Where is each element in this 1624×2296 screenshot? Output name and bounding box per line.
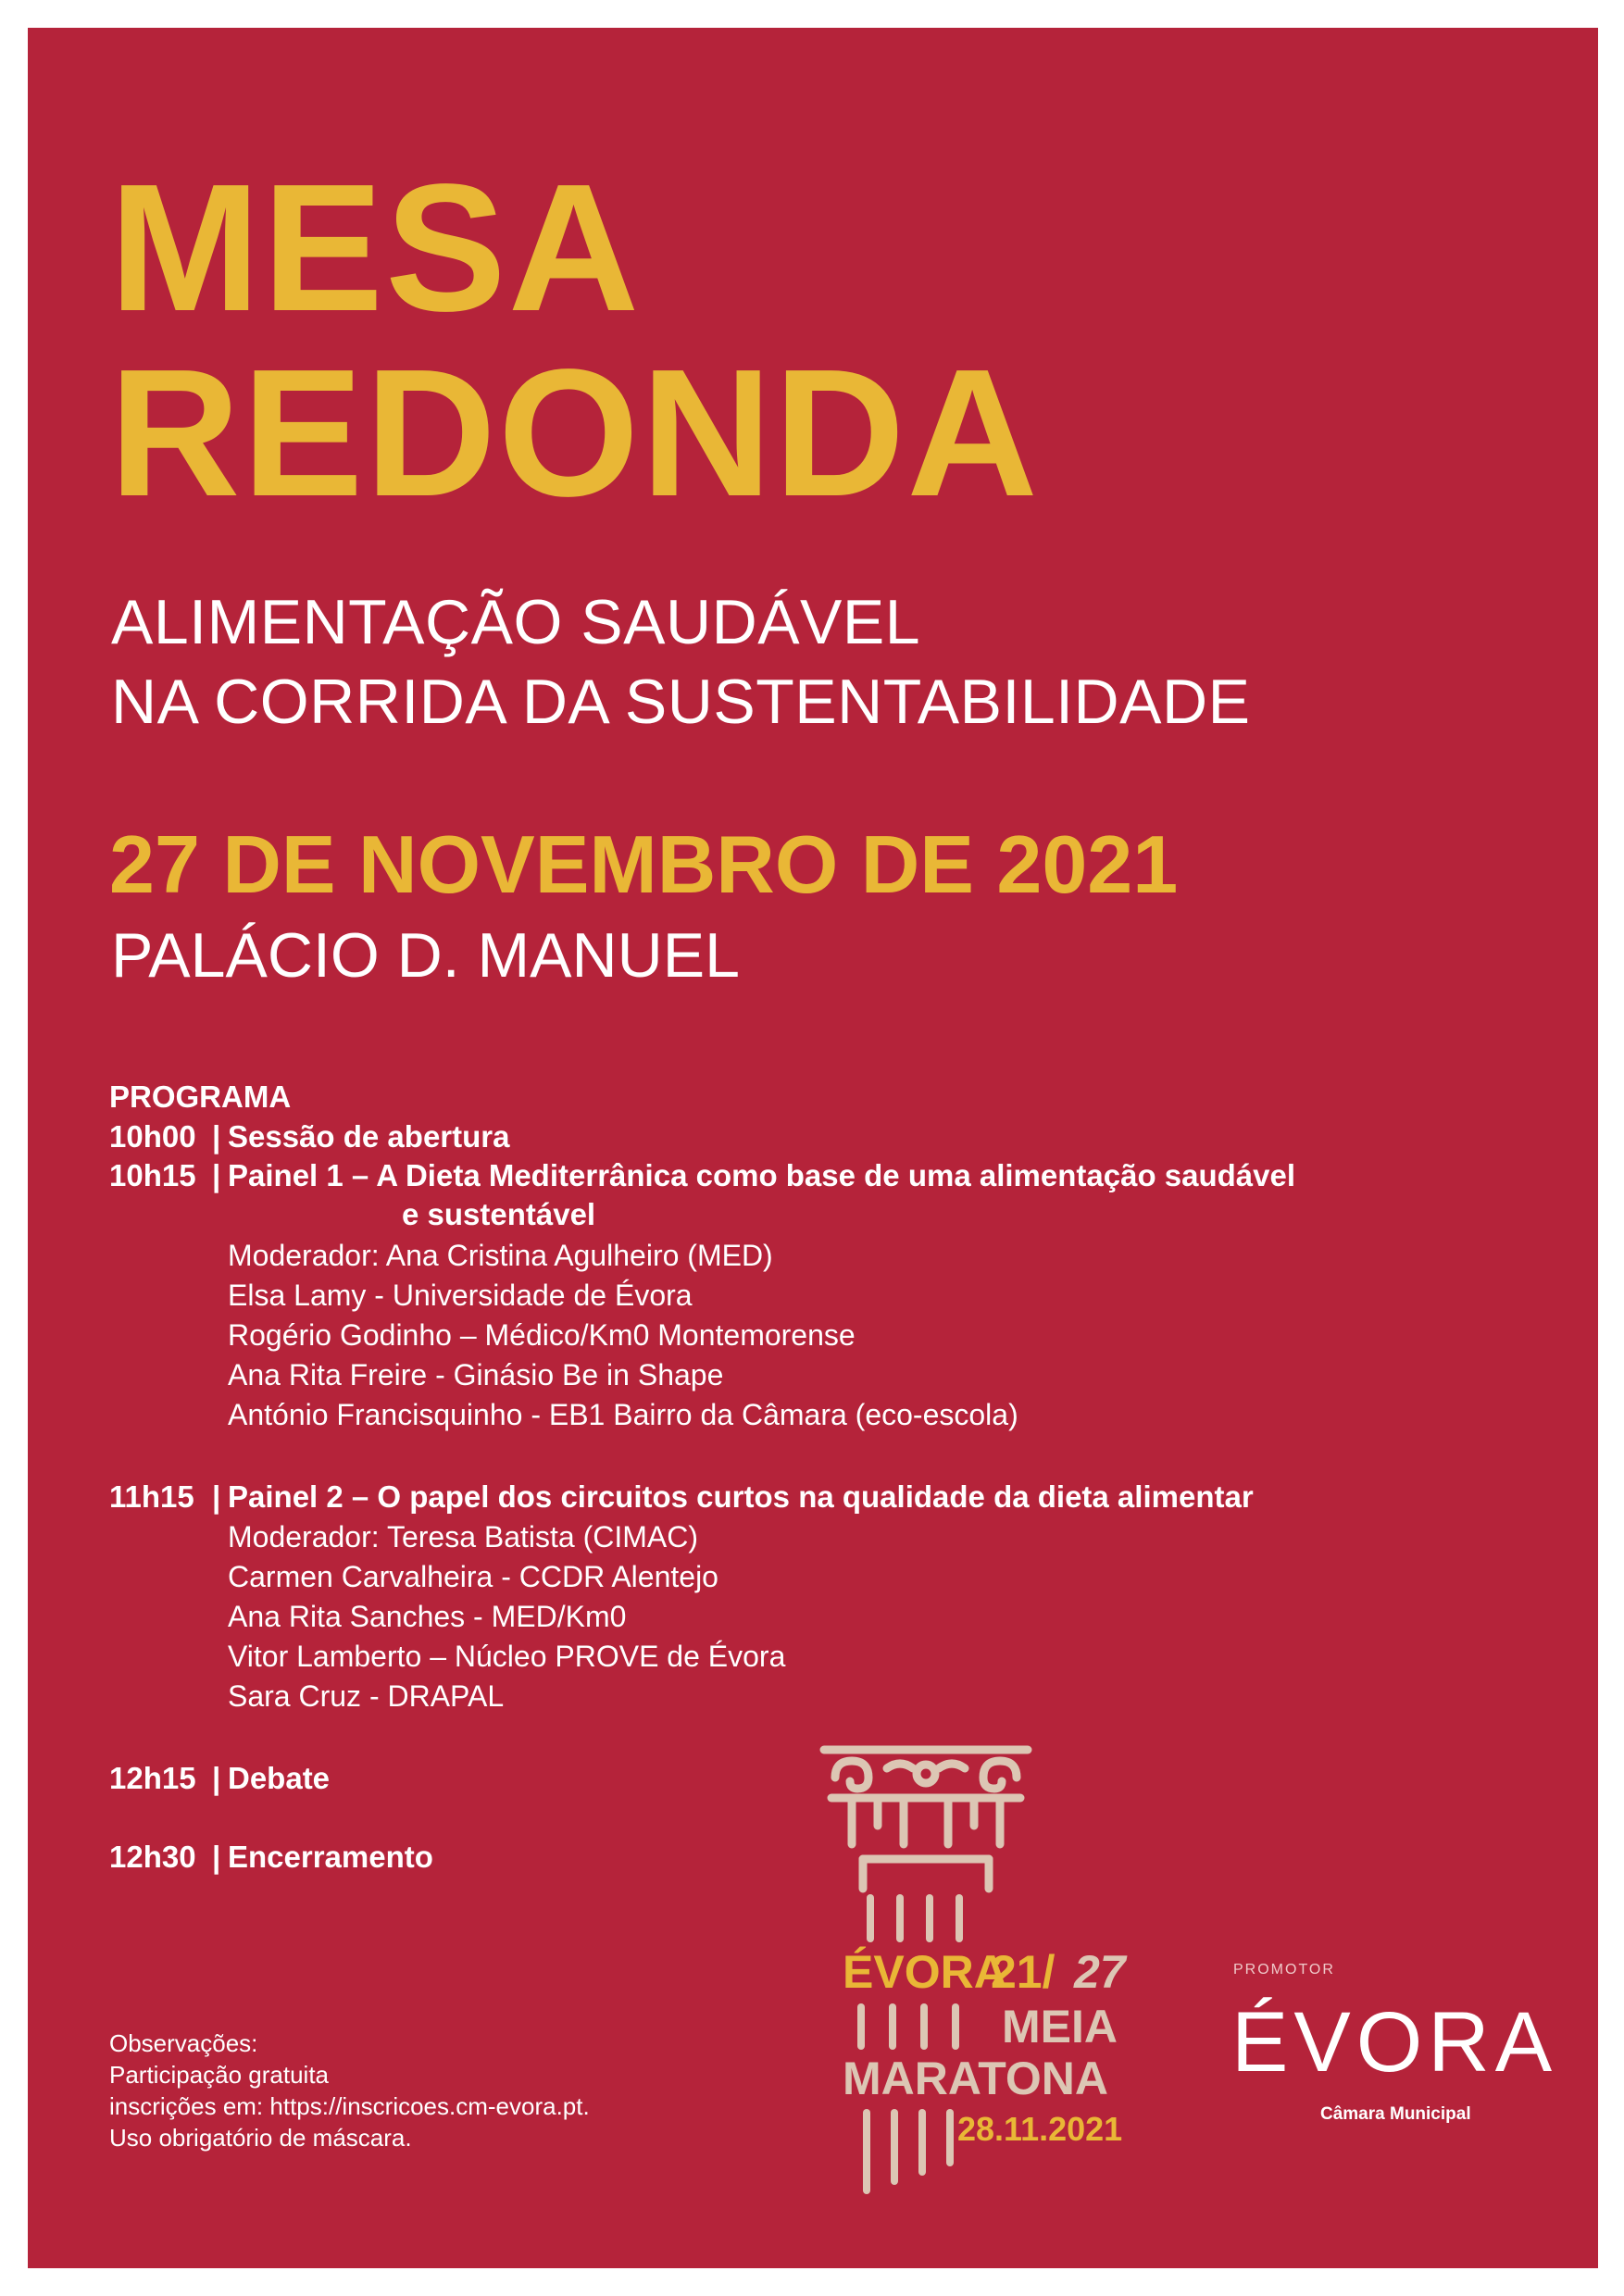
marathon-years-start: 21/ (991, 1946, 1056, 1998)
promoter-logo-text: ÉVORA (1231, 1995, 1558, 2090)
panel1-person: Ana Rita Freire - Ginásio Be in Shape (228, 1358, 724, 1391)
observations-line: Participação gratuita (109, 2061, 330, 2089)
opening-time: 10h00 (109, 1119, 196, 1154)
poster (28, 28, 1598, 2268)
panel2-person: Moderador: Teresa Batista (CIMAC) (228, 1520, 699, 1554)
opening-title: Sessão de abertura (228, 1119, 510, 1154)
panel2-person: Ana Rita Sanches - MED/Km0 (228, 1600, 627, 1633)
panel2-time: 11h15 (109, 1479, 194, 1514)
panel1-time: 10h15 (109, 1158, 196, 1192)
panel1-person: António Francisquinho - EB1 Bairro da Câmara (eco-escola) (228, 1398, 1018, 1431)
marathon-meia: MEIA (1002, 2001, 1118, 2053)
promoter-subtitle: Câmara Municipal (1320, 2104, 1471, 2124)
subtitle-line-1: ALIMENTAÇÃO SAUDÁVEL (111, 587, 921, 657)
observations-heading: Observações: (109, 2029, 258, 2057)
column-capital-icon (815, 1741, 1037, 1898)
title-line-2: REDONDA (109, 331, 1040, 534)
panel1-title-line-2: e sustentável (402, 1197, 596, 1231)
panel2-person: Sara Cruz - DRAPAL (228, 1679, 505, 1713)
subtitle-line-2: NA CORRIDA DA SUSTENTABILIDADE (111, 667, 1251, 737)
panel2-separator: | (212, 1479, 221, 1514)
panel2-person: Vitor Lamberto – Núcleo PROVE de Évora (228, 1640, 786, 1673)
panel1-person: Rogério Godinho – Médico/Km0 Montemorense (228, 1318, 856, 1352)
panel1-person: Moderador: Ana Cristina Agulheiro (MED) (228, 1239, 773, 1272)
panel2-title: Painel 2 – O papel dos circuitos curtos na qualidade da dieta alimentar (228, 1479, 1254, 1514)
panel1-separator: | (212, 1158, 221, 1192)
event-date: 27 DE NOVEMBRO DE 2021 (109, 818, 1179, 910)
panel2-person: Carmen Carvalheira - CCDR Alentejo (228, 1560, 718, 1593)
debate-separator: | (212, 1761, 221, 1795)
marathon-years-end: 27 (1074, 1946, 1126, 1998)
column-stripes-icon (861, 1892, 972, 1944)
debate-title: Debate (228, 1761, 331, 1795)
marathon-date: 28.11.2021 (957, 2110, 1123, 2148)
panel1-title-line-1: Painel 1 – A Dieta Mediterrânica como base de uma alimentação saudável (228, 1158, 1296, 1192)
column-stripes-icon (852, 2002, 991, 2052)
promoter-label: PROMOTOR (1233, 1962, 1335, 1978)
panel1-person: Elsa Lamy - Universidade de Évora (228, 1279, 693, 1312)
closing-separator: | (212, 1840, 221, 1874)
marathon-city: ÉVORA (843, 1946, 1007, 1998)
program-heading: PROGRAMA (109, 1079, 292, 1114)
column-base-icon (857, 2107, 959, 2196)
title-line-1: MESA (109, 146, 642, 349)
opening-separator: | (212, 1119, 221, 1154)
observations-line: Uso obrigatório de máscara. (109, 2124, 412, 2152)
marathon-maratona: MARATONA (843, 2053, 1109, 2104)
closing-time: 12h30 (109, 1840, 196, 1874)
observations-line: inscrições em: https://inscricoes.cm-evora.pt. (109, 2092, 590, 2120)
event-venue: PALÁCIO D. MANUEL (111, 920, 740, 991)
closing-title: Encerramento (228, 1840, 433, 1874)
debate-time: 12h15 (109, 1761, 196, 1795)
